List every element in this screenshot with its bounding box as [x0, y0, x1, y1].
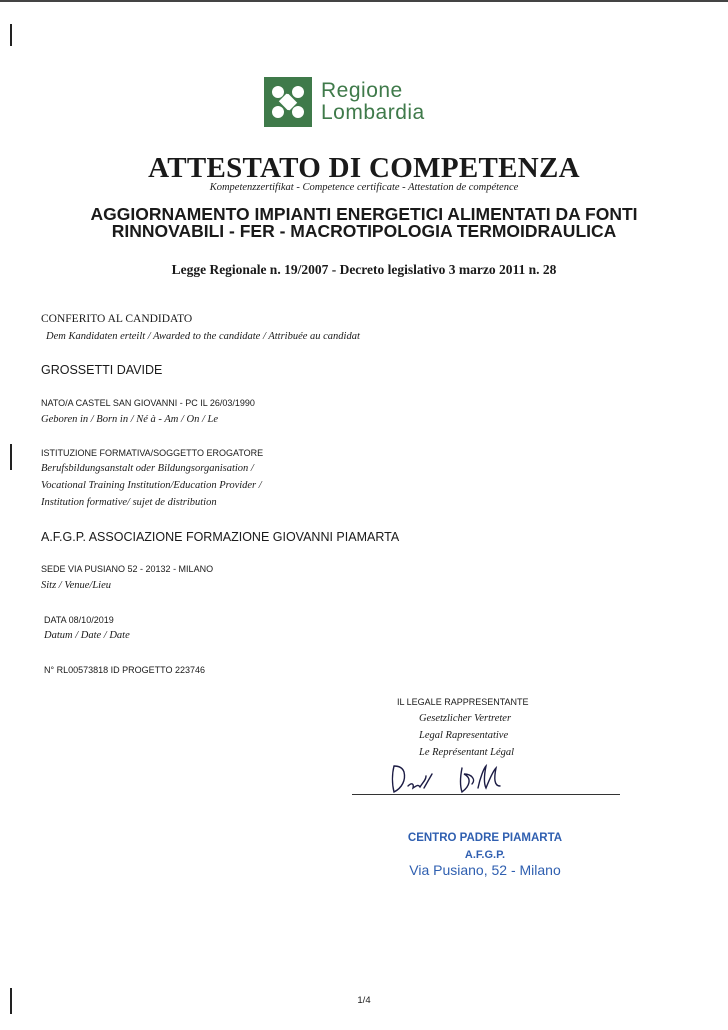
- signature-line: [352, 794, 620, 795]
- representative-translation-1: Gesetzlicher Vertreter: [419, 713, 512, 724]
- logo-text-regione: Regione: [321, 79, 403, 102]
- certificate-subtitle: Kompetenzzertifikat - Competence certificate - Attestation de compétence: [209, 182, 519, 193]
- birth-label: NATO/A CASTEL SAN GIOVANNI - PC IL 26/03/1990: [41, 398, 255, 408]
- scan-mark: [10, 24, 12, 46]
- course-title-line1: AGGIORNAMENTO IMPIANTI ENERGETICI ALIMENTATI DA FONTI: [90, 204, 638, 224]
- law-reference: Legge Regionale n. 19/2007 - Decreto legislativo 3 marzo 2011 n. 28: [171, 262, 557, 277]
- page-number: 1/4: [357, 995, 371, 1006]
- representative-label: IL LEGALE RAPPRESENTANTE: [397, 697, 529, 707]
- institution-translation-1: Berufsbildungsanstalt oder Bildungsorganisation /: [41, 463, 254, 474]
- stamp-line2: A.F.G.P.: [464, 849, 506, 861]
- stamp-line1: CENTRO PADRE PIAMARTA: [407, 832, 563, 844]
- date-translation: Datum / Date / Date: [44, 630, 130, 641]
- institution-translation-3: Institution formative/ sujet de distribution: [41, 497, 217, 508]
- representative-translation-2: Legal Rapresentative: [419, 730, 509, 741]
- venue-label: SEDE VIA PUSIANO 52 - 20132 - MILANO: [41, 564, 214, 574]
- certificate-title: ATTESTATO DI COMPETENZA: [148, 152, 580, 184]
- top-border: [0, 0, 728, 2]
- institution-label: ISTITUZIONE FORMATIVA/SOGGETTO EROGATORE: [41, 448, 264, 458]
- course-title-line2: RINNOVABILI - FER - MACROTIPOLOGIA TERMOIDRAULICA: [111, 221, 617, 241]
- course-title: [40, 206, 688, 240]
- conferred-translation: Dem Kandidaten erteilt / Awarded to the candidate / Attribuée au candidat: [46, 331, 360, 342]
- stamp-line3: Via Pusiano, 52 - Milano: [409, 862, 561, 878]
- representative-translation-3: Le Représentant Légal: [419, 747, 515, 758]
- date-label: DATA 08/10/2019: [44, 615, 114, 625]
- candidate-name: GROSSETTI DAVIDE: [41, 363, 163, 377]
- signature-graphic: [380, 760, 520, 796]
- certificate-reference: N° RL00573818 ID PROGETTO 223746: [44, 665, 206, 675]
- birth-translation: Geboren in / Born in / Né à - Am / On / Le: [41, 414, 219, 425]
- institution-translation-2: Vocational Training Institution/Education Provider /: [41, 480, 262, 491]
- scan-mark: [10, 444, 12, 470]
- logo-text-lombardia: Lombardia: [321, 101, 425, 124]
- venue-translation: Sitz / Venue/Lieu: [41, 580, 111, 591]
- conferred-label: CONFERITO AL CANDIDATO: [41, 313, 193, 325]
- institution-name: A.F.G.P. ASSOCIAZIONE FORMAZIONE GIOVANNI PIAMARTA: [41, 530, 400, 544]
- regione-lombardia-logo-icon: [264, 77, 312, 127]
